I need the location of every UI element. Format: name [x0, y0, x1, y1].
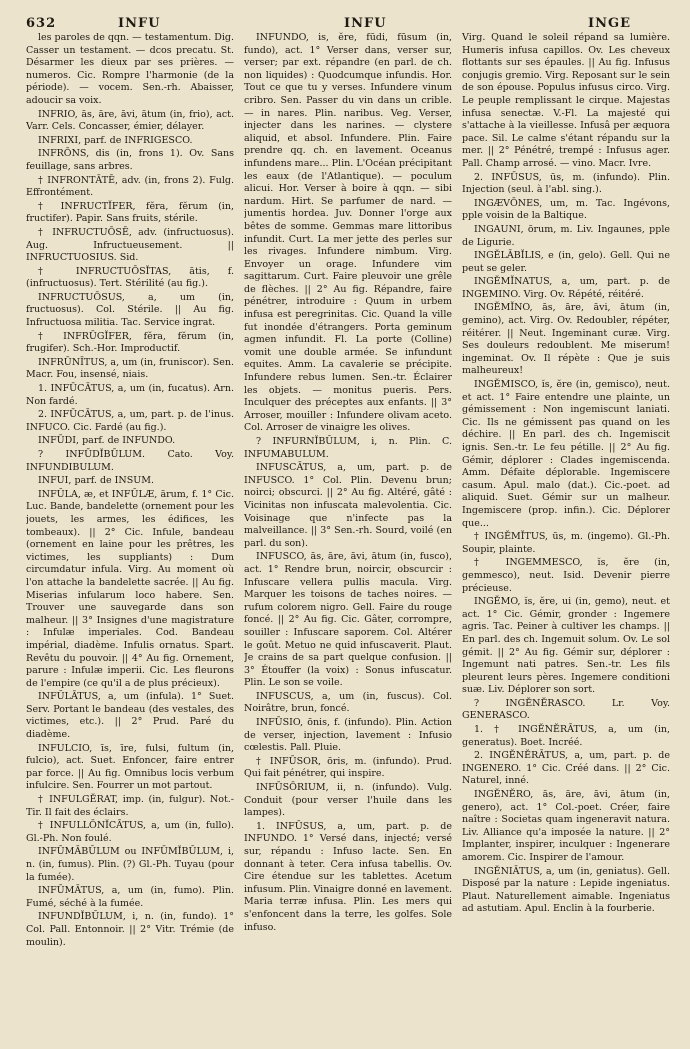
dictionary-entry: INGĔNIĀTUS, a, um (in, geniatus). Gell. Disposé par la nature : Lepide ingeniatus. Plaut. Naturellement aimable. Ingeniatus ad astutiam. Apul. Enclin à la fourberie. — [462, 865, 670, 915]
dictionary-entry: ? INFURNĬBŬLUM, i, n. Plin. C. INFUMABULUM. — [244, 436, 452, 460]
dictionary-entry: 2. INFŪCĀTUS, a, um, part. p. de l'inus. INFUCO. Cic. Fardé (au fig.). — [26, 409, 234, 433]
column-left — [26, 32, 234, 1042]
dictionary-entry: 2. INFŪSUS, ūs, m. (infundo). Plin. Injection (seul. à l'abl. sing.). — [462, 171, 670, 196]
dictionary-entry: INFRŪNĪTUS, a, um (in, fruniscor). Sen. Macr. Fou, insensé, niais. — [26, 356, 234, 381]
dictionary-entry: INFUI, parf. de INSUM. — [38, 475, 155, 487]
dictionary-entry: INFUNDO, is, ĕre, fūdi, fūsum (in, fundo), act. 1° Verser dans, verser sur, verser; par ext. répandre (en parl. de ch. non liquides) : Quodcumque infundis. Hor. Tout ce que tu y verses. Infundere vinum cribro. Sen. Passer du vin dans un crible. — in nares. Plin. naribus. Veg. Verser, injecter dans les narines. — clystere aliquid, et absol. Infundere. Plin. Faire prendre qq. ch. en lavement. Oceanus infundens mare... Plin. L'Océan précipitant les eaux (de l'Atlantique). — poculum alicui. Hor. Verser à boire à qqn. — sibi nardum. Hirt. Se parfumer de nard. — jumentis hordea. Juv. Donner l'orge aux bêtes de somme. Gemmas mare littoribus infundit. Curt. La mer jette des perles sur les rivages. Infundere nimbum. Virg. Envoyer un orage. Infundere vim sagittarum. Curt. Faire pleuvoir une grêle de flèches. || 2° Au fig. Répandre, faire pénétrer, introduire : Quum in urbem infusa est peregrinitas. Cic. Quand la ville fut inondée d'étrangers. Porta geminum agmen infundit. Fl. La porte (Colline) vomit une double armée. Se infundunt equites. Amm. La cavalerie se précipite. Infundere rebus lumen. Sen.-tr. Éclairer les objets. — monitus pueris. Pers. Inculquer des préceptes aux enfants. || 3° Arroser, mouiller : Infundere olivam aceto. Col. Arroser de vinaigre les olives. — [244, 32, 452, 434]
dictionary-entry: INFRUCTUŌSUS, a, um (in, fructuosus). Col. Stérile. || Au fig. Infructuosa militia. Tac. Service ingrat. — [26, 291, 234, 329]
column-middle — [244, 32, 452, 1042]
dictionary-entry: 2. INGĔNĔRĀTUS, a, um, part. p. de INGENERO. 1° Cic. Créé dans. || 2° Cic. Naturel, inné. — [462, 750, 670, 787]
dictionary-entry: INFUSCO, ās, āre, āvi, ātum (in, fusco), act. 1° Rendre brun, noircir, obscurcir : Infuscare vellera pullis macula. Virg. Marquer les toisons de taches noires. — rufum colorem nigro. Gell. Faire du rouge foncé. || 2° Au fig. Cic. Gâter, corrompre, souiller : Infuscare saporem. Col. Altérer le goût. Metuo ne quid infuscaverit. Plaut. Je crains de sa part quelque confusion. || 3° Étouffer (la voix) : Sonus infuscatur. Plin. Le son se voile. — [244, 551, 452, 689]
dictionary-entry: INFŬLĀTUS, a, um (infula). 1° Suet. Serv. Portant le bandeau (des vestales, des victimes, etc.). || 2° Prud. Paré du diadème. — [26, 691, 234, 741]
dictionary-entry: † INFRUCTUŌSĬTAS, ātis, f. (infructuosus). Tert. Stérilité (au fig.). — [26, 265, 234, 290]
dictionary-entry: INGĔMĬNO, ās, āre, āvi, ātum (in, gemino), act. Virg. Ov. Redoubler, répéter, réitérer. || Neut. Ingeminant curæ. Virg. Ses douleurs redoublent. Me miserum! ingeminat. Ov. Il répète : Que je suis malheureux! — [462, 302, 670, 377]
dictionary-entry: † INFŪSOR, ōris, m. (infundo). Prud. Qui fait pénétrer, qui inspire. — [244, 755, 452, 780]
dictionary-entry: INFŪSIO, ōnis, f. (infundo). Plin. Action de verser, injection, lavement : Infusio cœlestis. Pall. Pluie. — [244, 717, 452, 754]
dictionary-entry: INFULCIO, īs, īre, fulsi, fultum (in, fulcio), act. Suet. Enfoncer, faire entrer par force. || Au fig. Omnibus locis verbum infulcire. Sen. Fourrer un mot partout. — [26, 742, 234, 792]
dictionary-entry: 1. INFŪSUS, a, um, part. p. de INFUNDO. 1° Versé dans, injecté; versé sur, répandu : Infuso lacte. Sen. En donnant à teter. Cera infusa tabellis. Ov. Cire étendue sur les tablettes. Acetum infusum. Plin. Vinaigre donné en lavement. Maria terræ infusa. Plin. Les mers qui s'enfoncent dans la terre, les golfes. Sole infuso. — [244, 820, 452, 933]
dictionary-entry: INGĔMISCO, ĭs, ĕre (in, gemisco), neut. et act. 1° Faire entendre une plainte, un gémissement : Non ingemiscunt laniati. Cic. Ils ne gémissent pas quand on les déchire. || En parl. des ch. Ingemiscit ignis. Sen.-tr. Le feu pétille. || 2° Au fig. Gémir, déplorer : Clades ingemiscenda. Amm. Défaite déplorable. Ingemiscere casum. Apul. malo (dat.). Cic.-poet. ad aliquid. Suet. Gémir sur un malheur. Ingemiscere (prop. infin.). Cic. Déplorer que... — [462, 379, 670, 529]
dictionary-entry: INFŪMĀTUS, a, um (in, fumo). Plin. Fumé, séché à la fumée. — [26, 885, 234, 909]
dictionary-entry: Virg. Quand le soleil répand sa lumière. Humeris infusa capillos. Ov. Les cheveux flottants sur ses épaules. || Au fig. Infusus conjugis gremio. Virg. Reposant sur le sein de son épouse. Populus infusus circo. Virg. Le peuple remplissant le cirque. Majestas infusa senectæ. V.-Fl. La majesté qui s'attache à la vieillesse. Infusâ per æquora pace. Sil. Le calme s'étant répandu sur la mer. || 2° Pénétré, trempé : Infusus ager. Pall. Champ arrosé. — vino. Macr. Ivre. — [462, 32, 670, 169]
dictionary-entry: INFŪSŌRIUM, ii, n. (infundo). Vulg. Conduit (pour verser l'huile dans les lampes). — [244, 782, 452, 819]
dictionary-entry: INFUSCUS, a, um (in, fuscus). Col. Noirâtre, brun, foncé. — [244, 690, 452, 715]
dictionary-entry: INGĔMĬNATUS, a, um, part. p. de INGEMINO. Virg. Ov. Répété, réitéré. — [462, 276, 670, 300]
dictionary-entry: INFUNDĬBŬLUM, i, n. (in, fundo). 1° Col. Pall. Entonnoir. || 2° Vitr. Trémie (de moulin). — [26, 911, 234, 948]
dictionary-entry: † INFRUCTUŌSĒ, adv. (infructuosus). Aug. Infructueusement. || INFRUCTUOSIUS. Sid. — [26, 226, 234, 264]
dictionary-entry: les paroles de qqn. — testamentum. Dig. Casser un testament. — dcos precatu. St. Désarmer les dieux par ses prières. — numeros. Cic. Rompre l'harmonie (de la période). — vocem. Sen.-rh. Abaisser, adoucir sa voix. — [26, 32, 234, 106]
dictionary-entry: † INFRŪGĬFER, fĕra, fĕrum (in, frugifer). Sch.-Hor. Improductif. — [26, 330, 234, 355]
header-left-word: INFU — [118, 16, 161, 31]
column-right — [462, 32, 670, 1042]
dictionary-entry: † INGEMMESCO, ĭs, ĕre (in, gemmesco), neut. Isid. Devenir pierre précieuse. — [462, 557, 670, 594]
dictionary-entry: INGAUNI, ōrum, m. Liv. Ingaunes, pple de Ligurie. — [462, 223, 670, 248]
dictionary-entry: † INFRUCTĬFER, fĕra, fĕrum (in, fructifer). Papir. Sans fruits, stérile. — [26, 200, 234, 225]
dictionary-entry: INFRIXI, parf. de INFRIGESCO. — [38, 134, 193, 146]
dictionary-entry: † INFRONTĀTĒ, adv. (in, frons 2). Fulg. Effrontément. — [26, 174, 234, 199]
dictionary-entry: INGĔMO, ĭs, ĕre, ui (in, gemo), neut. et act. 1° Cic. Gémir, gronder : Ingemere agris. Tac. Peiner à cultiver les champs. || En parl. des ch. Ingemuit solum. Ov. Le sol gémit. || 2° Au fig. Gémir sur, déplorer : Ingemunt nati patres. Sen.-tr. Les fils pleurent leurs pères. Ingemere conditioni suæ. Liv. Déplorer son sort. — [462, 596, 670, 696]
dictionary-entry: INFŪMĀBŬLUM ou INFŪMĬBŬLUM, i, n. (in, fumus). Plin. (?) Gl.-Ph. Tuyau (pour la fumée). — [26, 846, 234, 883]
dictionary-entry: ? INGĔNĔRASCO. Lr. Voy. GENERASCO. — [462, 697, 670, 722]
dictionary-entry: INFUSCĀTUS, a, um, part. p. de INFUSCO. 1° Col. Plin. Devenu brun; noirci; obscurci. || 2° Au fig. Altéré, gâté : Vicinitas non infuscata malevolentia. Cic. Voisinage que n'infecte pas la malveillance. || 3° Sen.-rh. Sourd, voilé (en parl. du son). — [244, 462, 452, 549]
dictionary-entry: INGĔLĀBĬLIS, e (in, gelo). Gell. Qui ne peut se geler. — [462, 250, 670, 274]
header-center-word: INFU — [344, 16, 387, 31]
dictionary-entry: INGÆVŌNES, um, m. Tac. Ingévons, pple voisin de la Baltique. — [462, 197, 670, 222]
dictionary-entry: 1. † INGĔNĔRĀTUS, a, um (in, generatus). Boet. Incréé. — [462, 724, 670, 748]
dictionary-entry: † INFULGĔRAT, imp. (in, fulgur). Not.-Tir. Il fait des éclairs. — [26, 794, 234, 818]
dictionary-entry: INFŬLA, æ, et INFŬLÆ, ārum, f. 1° Cic. Luc. Bande, bandelette (ornement pour les jouets, les armes, les édifices, les tombeaux). || 2° Cic. Infule, bandeau (ornement en laine pour les prêtres, les victimes, les suppliants) : Dum circumdatur infula. Virg. Au moment où l'on attache la bandelette sacrée. || Au fig. Miserias infularum loco habere. Sen. Trouver une sauvegarde dans son malheur. || 3° Insignes d'une magistrature : Infulæ imperiales. Cod. Bandeau impérial, diadème. Infulis ornatus. Spart. Revêtu du pouvoir. || 4° Au fig. Ornement, parure : Infulæ imperii. Cic. Les fleurons de l'empire (ce qu'il a de plus précieux). — [26, 488, 234, 689]
dictionary-entry: INFŪDI, parf. de INFUNDO. — [38, 435, 176, 447]
page-header — [26, 10, 676, 32]
dictionary-entry: INGĔNĔRO, ās, āre, āvi, ātum (in, genero), act. 1° Col.-poet. Créer, faire naître : Societas quam ingeneravit natura. Liv. Alliance qu'a imposée la nature. || 2° Implanter, inspirer, inculquer : Ingenerare amorem. Cic. Inspirer de l'amour. — [462, 789, 670, 863]
dictionary-entry: † INFULLŌNĬCĀTUS, a, um (in, fullo). Gl.-Ph. Non foulé. — [26, 820, 234, 844]
dictionary-entry: INFRŌNS, dis (in, frons 1). Ov. Sans feuillage, sans arbres. — [26, 148, 234, 172]
page-number: 632 — [26, 16, 57, 31]
dictionary-entry: 1. INFŪCĀTUS, a, um (in, fucatus). Arn. Non fardé. — [26, 383, 234, 407]
header-right-word: INGE — [588, 16, 631, 31]
dictionary-entry: INFRIO, ās, āre, āvi, ātum (in, frio), act. Varr. Cels. Concasser, émier, délayer. — [26, 108, 234, 133]
dictionary-entry: † INGĔMĬTUS, ūs, m. (ingemo). Gl.-Ph. Soupir, plainte. — [462, 531, 670, 555]
dictionary-entry: ? INFŪDĬBŪLUM. Cato. Voy. INFUNDIBULUM. — [26, 449, 234, 473]
columns — [26, 32, 676, 1042]
